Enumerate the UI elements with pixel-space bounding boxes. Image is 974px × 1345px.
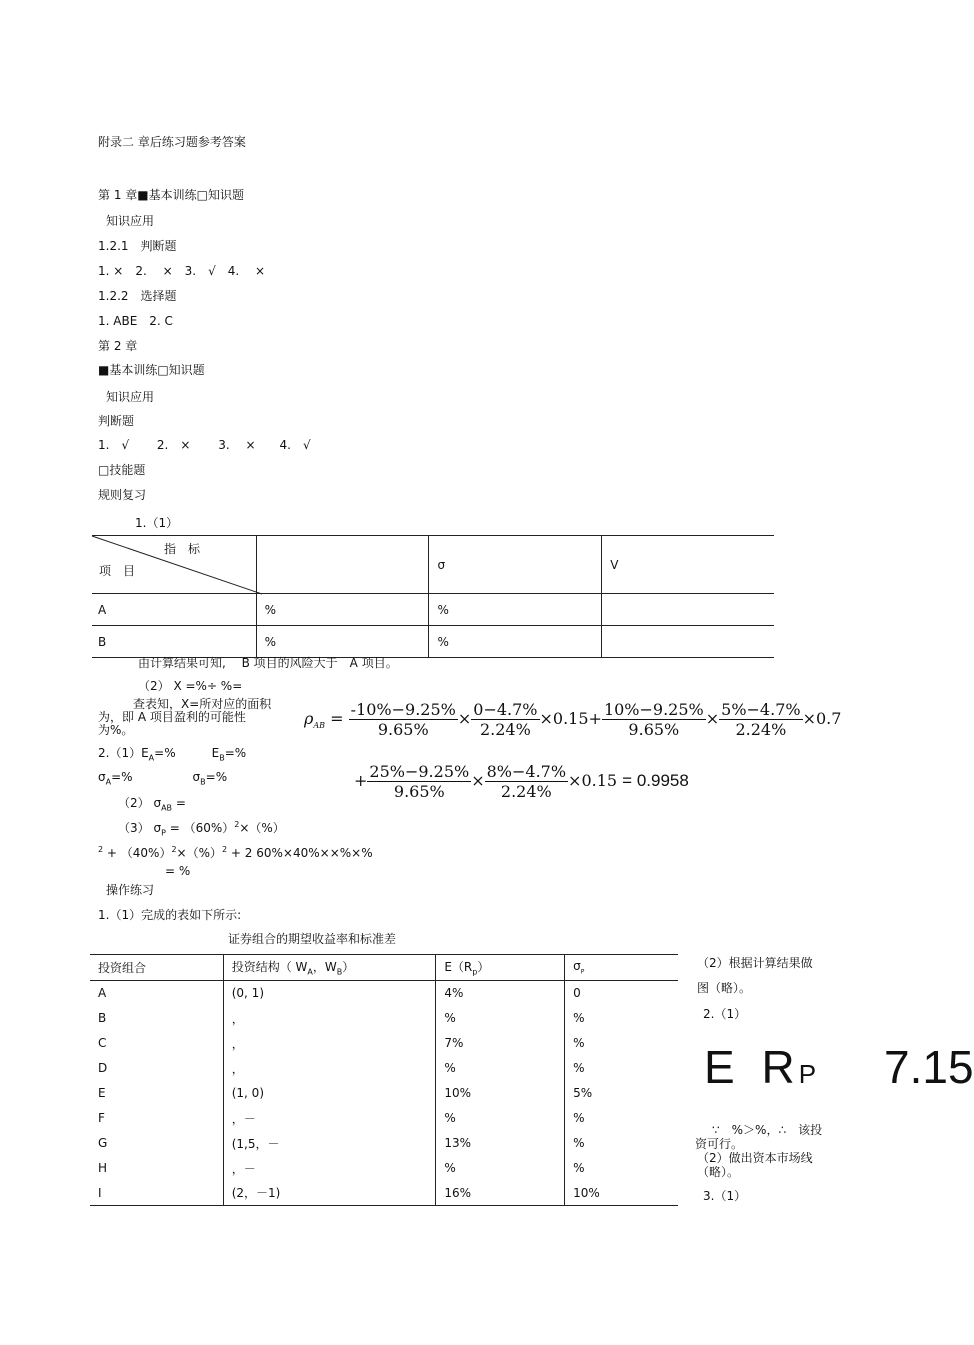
conclusion-text: 由计算结果可知, B 项目的风险大于 A 项目。	[138, 656, 398, 670]
ch1-judge-answers: 1. × 2. × 3. √ 4. ×	[98, 264, 266, 278]
weight: ×0.15	[568, 771, 618, 790]
lookup-line-3: 为%。	[98, 723, 134, 737]
table-row	[90, 981, 678, 1006]
diag-header-bottom: 项 目	[99, 564, 136, 578]
table-row	[90, 1081, 678, 1106]
cell: %	[436, 1106, 565, 1131]
cell: (1,5，－	[223, 1131, 436, 1156]
row-label: I	[98, 1185, 102, 1200]
since-text-2: 资可行。	[695, 1137, 744, 1151]
times-sign: ×	[471, 771, 485, 790]
header-expected-return: $E(R_p)$	[436, 955, 565, 981]
table-row	[90, 1156, 678, 1181]
header-col2	[256, 536, 429, 594]
table-row	[90, 1006, 678, 1031]
table-row	[90, 1181, 678, 1206]
cell: %	[436, 1006, 565, 1031]
cell: %	[565, 1056, 678, 1081]
rho-subscript: AB	[313, 721, 326, 731]
cell: ，－	[223, 1156, 436, 1181]
weight: ×0.15+	[539, 709, 602, 728]
ch1-choice-answers: 1. ABE 2. C	[98, 314, 173, 328]
row-label: B	[98, 1011, 107, 1025]
fraction: $\frac{10\%-9.25\%}{9.65\%}$	[603, 700, 704, 739]
fraction: $\frac{25\%-9.25\%}{9.65\%}$	[369, 762, 470, 801]
cell: 16%	[436, 1181, 565, 1206]
cell: 0	[565, 981, 678, 1006]
diag-header-top: 指 标	[164, 542, 201, 556]
cell: %	[429, 626, 602, 658]
ch2-review: 规则复习	[98, 488, 147, 502]
cell: 4%	[436, 981, 565, 1006]
table2-caption: 证券组合的期望收益率和标准差	[228, 932, 397, 946]
lookup-line-1: 查表知，X=所对应的面积	[133, 697, 272, 711]
ch1-heading: 第 1 章■基本训练□知识题	[98, 188, 244, 202]
row-label: B	[92, 626, 256, 658]
cell	[602, 594, 774, 626]
cell: ，	[223, 1031, 436, 1056]
cell: %	[436, 1056, 565, 1081]
ch2-knowledge-apply: 知识应用	[106, 390, 155, 404]
table-row	[92, 626, 774, 658]
q2-3-text: （3） $\sigma_P = (60\%)^2\times(\%)$	[118, 820, 285, 838]
equals-sign: =	[330, 709, 344, 728]
row-label: D	[98, 1061, 108, 1075]
ch1-section-judge: 1.2.1 判断题	[98, 239, 177, 253]
cell: %	[565, 1106, 678, 1131]
ch2-judge-answers: 1. √ 2. × 3. × 4. √	[98, 438, 311, 452]
times-sign: ×	[457, 709, 472, 728]
cell: %	[429, 594, 602, 626]
formula-result: = 0.9958	[622, 771, 689, 790]
table-row	[90, 1106, 678, 1131]
cell: 13%	[436, 1131, 565, 1156]
cell: (1, 0)	[223, 1081, 436, 1106]
q2-2-text: （2） $\sigma_{AB}$ =	[118, 796, 186, 813]
plus-sign: +	[354, 771, 368, 790]
fraction: $\frac{-10\%-9.25\%}{9.65\%}$	[350, 700, 456, 739]
cml-note-2: （略）。	[697, 1165, 740, 1179]
practice-q1: 1.（1）完成的表如下所示:	[98, 908, 242, 922]
fraction: $\frac{5\%-4.7\%}{2.24\%}$	[721, 700, 801, 739]
ch2-subheading: ■基本训练□知识题	[98, 363, 205, 377]
header-sigma-p: $\sigma_P$	[565, 955, 678, 981]
rho-symbol: ρ	[304, 709, 314, 728]
cell: 10%	[436, 1081, 565, 1106]
cell: %	[565, 1031, 678, 1056]
expected-return-label: E R P	[704, 1041, 817, 1093]
q2-3-continued: $^2 + (40\%)^2\times(\%)^2 + 2$ 60%×40%××%×%	[98, 845, 373, 860]
q1-2-text: （2） X =%÷ %=	[138, 679, 243, 693]
header-portfolio: 投资组合	[90, 955, 223, 981]
row-label: A	[92, 594, 256, 626]
table-row	[92, 594, 774, 626]
cell: %	[436, 1156, 565, 1181]
practice-heading: 操作练习	[106, 883, 155, 897]
plot-note-1: （2）根据计算结果做	[697, 956, 813, 970]
cml-note-1: （2）做出资本市场线	[697, 1151, 813, 1165]
cell: 10%	[565, 1181, 678, 1206]
risk-table	[92, 535, 774, 658]
table-row	[90, 1056, 678, 1081]
row-label: G	[98, 1136, 108, 1150]
cell: %	[565, 1156, 678, 1181]
cell: 7%	[436, 1031, 565, 1056]
correlation-formula-line2	[354, 762, 689, 801]
table-row	[90, 1031, 678, 1056]
correlation-formula-line1	[304, 700, 841, 739]
since-text: ∵ %＞%，∴ 该投	[712, 1123, 823, 1137]
q2-sigmas: $\sigma_A=\%$ $\sigma_B=\%$	[98, 770, 228, 787]
table-row	[90, 1131, 678, 1156]
plot-note-2: 图（略）。	[697, 981, 752, 995]
ch2-q1: 1.（1）	[135, 516, 179, 530]
cell: ，	[223, 1006, 436, 1031]
ch1-section-choice: 1.2.2 选择题	[98, 289, 177, 303]
header-structure: 投资结构（ $W_A$，$W_B$）	[223, 955, 436, 981]
cell: (0, 1)	[223, 981, 436, 1006]
ch1-knowledge-apply: 知识应用	[106, 214, 155, 228]
cell: %	[565, 1131, 678, 1156]
cell: ，－	[223, 1106, 436, 1131]
weight: ×0.7	[802, 709, 842, 728]
row-label: F	[98, 1111, 105, 1125]
row-label: C	[98, 1036, 107, 1050]
header-sigma: σ	[429, 536, 602, 594]
side-q2: 2.（1）	[703, 1007, 747, 1021]
table-header-row	[90, 955, 678, 981]
ch2-judge: 判断题	[98, 414, 135, 428]
times-sign: ×	[705, 709, 720, 728]
row-label: E	[98, 1086, 106, 1100]
fraction: $\frac{0-4.7\%}{2.24\%}$	[473, 700, 538, 739]
expected-return-value: 7.15	[884, 1041, 974, 1093]
cell: (2，－1)	[223, 1181, 436, 1206]
cell: %	[256, 594, 429, 626]
lookup-line-2: 为，即 A 项目盈利的可能性	[98, 710, 246, 724]
cell: ，	[223, 1056, 436, 1081]
fraction: $\frac{8\%-4.7\%}{2.24\%}$	[486, 762, 567, 801]
header-v: V	[602, 536, 774, 594]
q2-expected-returns: $2.(1)E_A=\%$ $E_B=\%$	[98, 746, 247, 763]
side-q3: 3.（1）	[703, 1189, 747, 1203]
diagonal-header-cell	[92, 536, 256, 594]
cell	[602, 626, 774, 658]
row-label: H	[98, 1161, 108, 1175]
row-label: A	[98, 986, 107, 1001]
ch2-heading: 第 2 章	[98, 339, 138, 353]
cell: %	[256, 626, 429, 658]
q2-3-result: = %	[165, 864, 191, 878]
ch2-skills: □技能题	[98, 463, 146, 477]
cell: 5%	[565, 1081, 678, 1106]
portfolio-table	[90, 954, 678, 1206]
page-title: 附录二 章后练习题参考答案	[98, 135, 246, 149]
cell: %	[565, 1006, 678, 1031]
